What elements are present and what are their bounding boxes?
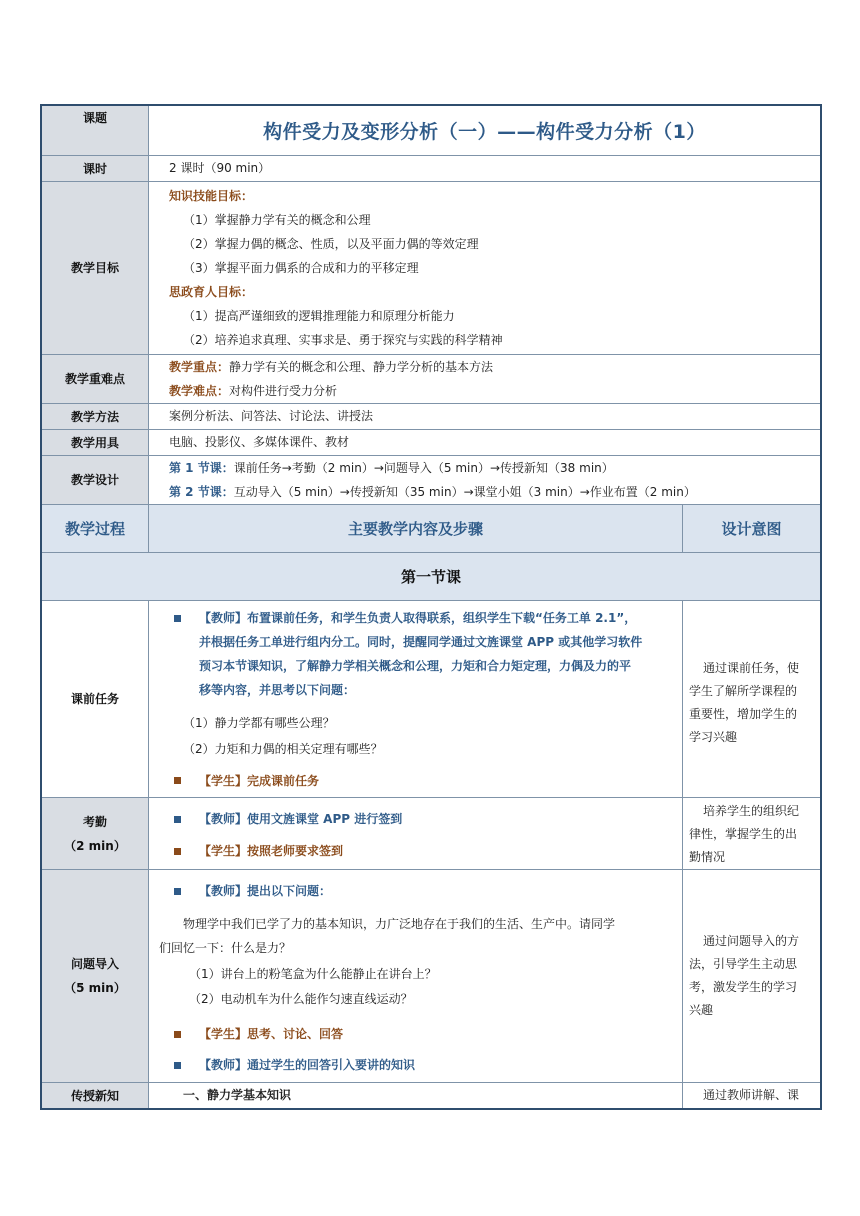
- intro-row: [42, 870, 820, 1083]
- focus-label: 教学重点：: [169, 360, 230, 374]
- intro-paragraph-line: 物理学中我们已学了力的基本知识，力广泛地存在于我们的生活、生产中。请同学: [183, 917, 616, 931]
- bullet-icon: [174, 816, 181, 823]
- question-line: （1）静力学都有哪些公理？: [183, 716, 335, 730]
- bullet-icon: [174, 848, 181, 855]
- intent-line: 考，激发学生的学习: [689, 980, 798, 994]
- attendance-intent: [683, 798, 820, 869]
- intent-line: 通过课前任务，使: [703, 661, 800, 675]
- lesson1-line: [169, 456, 614, 480]
- new-knowledge-row: [42, 1083, 820, 1108]
- key-points-content: [149, 355, 820, 403]
- method-value: 案例分析法、问答法、讨论法、讲授法: [169, 409, 374, 423]
- intro-paragraph-line: 们回忆一下：什么是力？: [159, 941, 292, 955]
- student-line: 【学生】完成课前任务: [199, 774, 320, 788]
- knowledge-item: （1）掌握静力学有关的概念和公理: [183, 213, 371, 227]
- attendance-row: [42, 798, 820, 870]
- process-header-row: [42, 505, 820, 553]
- new-knowledge-label: 传授新知: [42, 1083, 149, 1108]
- pre-task-intent: [683, 601, 820, 797]
- bullet-icon: [174, 1031, 181, 1038]
- knowledge-item: （3）掌握平面力偶系的合成和力的平移定理: [183, 261, 419, 275]
- course-title: 构件受力及变形分析（一）——构件受力分析（1）: [263, 121, 706, 143]
- teacher-line: 并根据任务工单进行组内分工。同时，提醒同学通过文旌课堂 APP 或其他学习软件: [199, 635, 643, 649]
- new-knowledge-content: [149, 1083, 683, 1108]
- teacher-line: 预习本节课知识，了解静力学相关概念和公理，力矩和合力矩定理，力偶及力的平: [199, 659, 632, 673]
- tools-label: 教学用具: [42, 430, 149, 455]
- pre-task-label: 课前任务: [42, 601, 149, 797]
- intent-line: 勤情况: [689, 850, 726, 864]
- question-line: （2）力矩和力偶的相关定理有哪些？: [183, 742, 383, 756]
- design-content: [149, 456, 820, 504]
- bullet-icon: [174, 888, 181, 895]
- focus-text: 静力学有关的概念和公理、静力学分析的基本方法: [229, 360, 494, 374]
- tools-value: 电脑、投影仪、多媒体课件、教材: [169, 435, 350, 449]
- intro-label-cell: [42, 870, 149, 1082]
- question-line: （1）讲台上的粉笔盒为什么能静止在讲台上？: [189, 967, 437, 981]
- intro-intent: [683, 870, 820, 1082]
- attendance-content: [149, 798, 683, 869]
- intent-line: 通过教师讲解、课: [703, 1088, 800, 1102]
- title-row: [42, 106, 820, 156]
- teacher-line: 【教师】使用文旌课堂 APP 进行签到: [199, 812, 403, 826]
- design-row: [42, 456, 820, 505]
- ideology-item: （2）培养追求真理、实事求是、勇于探究与实践的科学精神: [183, 333, 503, 347]
- intro-content: [149, 870, 683, 1082]
- new-knowledge-heading: 一、静力学基本知识: [183, 1088, 292, 1102]
- student-line: 【学生】按照老师要求签到: [199, 844, 344, 858]
- intent-line: 通过问题导入的方: [703, 934, 800, 948]
- teacher-line: 【教师】布置课前任务，和学生负责人取得联系，组织学生下载“任务工单 2.1”，: [199, 611, 637, 625]
- tools-row: [42, 430, 820, 456]
- key-points-row: [42, 355, 820, 404]
- difficulty-label: 教学难点：: [169, 384, 230, 398]
- attendance-label-cell: [42, 798, 149, 869]
- section-title: 第一节课: [42, 553, 820, 601]
- lesson1-text: 课前任务→考勤（2 min）→问题导入（5 min）→传授新知（38 min）: [233, 461, 614, 475]
- method-row: [42, 404, 820, 430]
- focus-line: [169, 355, 493, 379]
- intent-line: 律性，掌握学生的出: [689, 827, 798, 841]
- difficulty-text: 对构件进行受力分析: [229, 384, 338, 398]
- knowledge-heading: 知识技能目标：: [169, 189, 254, 203]
- intent-line: 兴趣: [689, 1003, 714, 1017]
- ideology-heading: 思政育人目标：: [169, 285, 254, 299]
- teacher-line: 【教师】提出以下问题：: [199, 884, 332, 898]
- intent-line: 学习兴趣: [689, 730, 738, 744]
- lesson-plan-table: [40, 104, 822, 1110]
- pre-task-content: [149, 601, 683, 797]
- intro-time: （5 min）: [64, 981, 126, 995]
- lesson2-label: 第 2 节课：: [169, 485, 234, 499]
- teacher-line: 移等内容，并思考以下问题：: [199, 683, 356, 697]
- student-line: 【学生】思考、讨论、回答: [199, 1027, 344, 1041]
- intent-line: 重要性，增加学生的: [689, 707, 798, 721]
- intent-line: 学生了解所学课程的: [689, 684, 798, 698]
- attendance-label: 考勤: [82, 814, 107, 829]
- bullet-icon: [174, 777, 181, 784]
- lesson2-line: [169, 480, 696, 504]
- method-label: 教学方法: [42, 404, 149, 429]
- design-label: 教学设计: [42, 456, 149, 504]
- teacher-line: 【教师】通过学生的回答引入要讲的知识: [199, 1058, 416, 1072]
- attendance-time: （2 min）: [64, 838, 126, 853]
- lesson-plan-page: [40, 104, 820, 1108]
- hours-value: 2 课时（90 min）: [169, 161, 271, 175]
- question-line: （2）电动机车为什么能作匀速直线运动？: [189, 992, 413, 1006]
- lesson1-label: 第 1 节课：: [169, 461, 234, 475]
- difficulty-line: [169, 379, 337, 403]
- intent-line: 培养学生的组织纪: [703, 804, 800, 818]
- hours-label: 课时: [42, 156, 149, 181]
- header-content: 主要教学内容及步骤: [149, 505, 683, 552]
- objectives-label: 教学目标: [42, 182, 149, 354]
- title-label: 课题: [42, 106, 149, 155]
- intro-label: 问题导入: [70, 957, 119, 971]
- bullet-icon: [174, 615, 181, 622]
- hours-row: [42, 156, 820, 182]
- header-intent: 设计意图: [721, 520, 782, 538]
- objectives-content: [149, 182, 820, 354]
- bullet-icon: [174, 1062, 181, 1069]
- ideology-item: （1）提高严谨细致的逻辑推理能力和原理分析能力: [183, 309, 455, 323]
- pre-task-row: [42, 601, 820, 798]
- knowledge-item: （2）掌握力偶的概念、性质，以及平面力偶的等效定理: [183, 237, 479, 251]
- objectives-row: [42, 182, 820, 355]
- lesson2-text: 互动导入（5 min）→传授新知（35 min）→课堂小姐（3 min）→作业布置（2 min）: [233, 485, 696, 499]
- new-knowledge-intent: [683, 1083, 820, 1108]
- intent-line: 法，引导学生主动思: [689, 957, 798, 971]
- header-process: 教学过程: [42, 505, 149, 552]
- key-points-label: 教学重难点: [42, 355, 149, 403]
